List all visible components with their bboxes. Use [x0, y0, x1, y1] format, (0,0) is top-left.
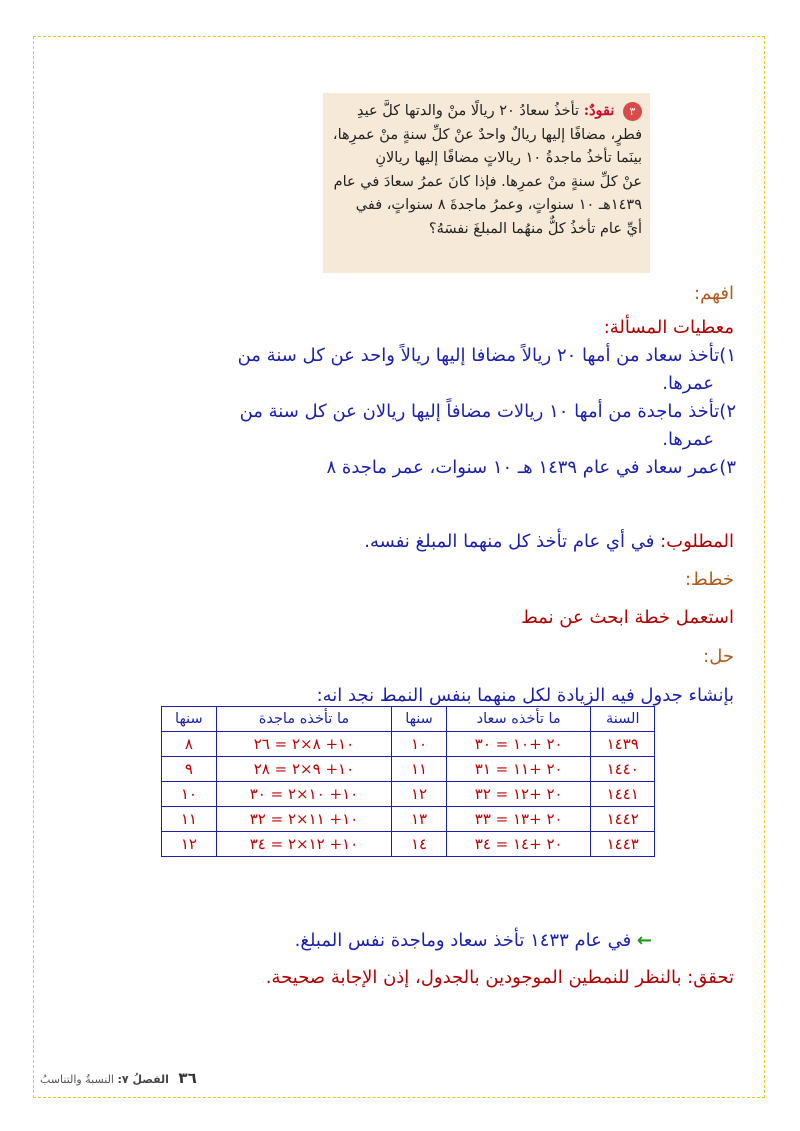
table-cell: ١٤٤١	[591, 782, 655, 807]
plan-text: استعمل خطة ابحث عن نمط	[521, 607, 734, 628]
problem-line-5: ١٤٣٩هـ ١٠ سنواتٍ، وعمرُ ماجدةَ ٨ سنواتٍ، ففي	[355, 197, 642, 213]
problem-line-3: بينَما تأخذُ ماجدةُ ١٠ ريالاتٍ مضافًا إليها ريالانِ	[375, 150, 642, 166]
table-cell: ١٤٤٠	[591, 757, 655, 782]
table-cell: ١٢	[162, 832, 217, 857]
table-cell: ١٢	[392, 782, 447, 807]
plan-heading: خطط:	[684, 569, 734, 590]
table-cell: ١٠+ ٩×٢ = ٢٨	[216, 757, 391, 782]
table-cell: ٩	[162, 757, 217, 782]
check-text: تحقق: بالنظر للنمطين الموجودين بالجدول، إذن الإجابة صحيحة.	[265, 967, 734, 988]
given-number: ١)	[719, 345, 736, 366]
problem-line-1	[329, 99, 642, 124]
table-row	[162, 807, 655, 832]
table-cell: ٨	[162, 732, 217, 757]
given-text: عمر سعاد في عام ١٤٣٩ هـ ١٠ سنوات، عمر ماجدة ٨	[326, 457, 720, 478]
table-header-row	[162, 707, 655, 732]
table-cell: ١٤٣٩	[591, 732, 655, 757]
given-text: تأخذ سعاد من أمها ٢٠ ريالاً مضافا إليها ريالاً واحد عن كل سنة من	[237, 345, 720, 366]
table-row	[162, 732, 655, 757]
table-row	[162, 757, 655, 782]
problem-line-2: فطرٍ، مضافًا إليها ريالٌ واحدٌ عنْ كلِّ سنةٍ منْ عمرِها،	[332, 126, 642, 143]
table-cell: ١٠+ ١٢×٢ = ٣٤	[216, 832, 391, 857]
problem-line-6: أيِّ عام تأخذُ كلٌّ منهُما المبلغَ نفسَهُ؟	[428, 220, 642, 237]
problem-text: تأخذُ سعادُ ٢٠ ريالًا منْ والدتها كلَّ عيدِ	[356, 103, 580, 119]
problem-number-badge: ٣	[623, 102, 642, 121]
given-text-cont: عمرها.	[662, 429, 714, 450]
table-cell: ١٠+ ١١×٢ = ٣٢	[216, 807, 391, 832]
chapter-title: النسبةُ والتناسبُ	[40, 1073, 114, 1086]
table-cell: ١١	[392, 757, 447, 782]
table-cell: ١٤٤٢	[591, 807, 655, 832]
table-cell: ١٠	[392, 732, 447, 757]
pattern-table	[161, 706, 655, 857]
table-cell: ٢٠ +١٣ = ٣٣	[446, 807, 591, 832]
conclusion-text: في عام ١٤٣٣ تأخذ سعاد وماجدة نفس المبلغ.	[294, 930, 632, 951]
header-suad-age: سنها	[392, 707, 447, 732]
given-item-1	[116, 342, 736, 398]
arrow-left-icon: ←	[636, 930, 652, 951]
header-suad-amount: ما تأخذه سعاد	[446, 707, 591, 732]
page-footer	[40, 1069, 197, 1087]
table-cell: ١١	[162, 807, 217, 832]
table-cell: ١٠	[162, 782, 217, 807]
table-cell: ٢٠ +١١ = ٣١	[446, 757, 591, 782]
table-row	[162, 782, 655, 807]
header-majida-age: سنها	[162, 707, 217, 732]
chapter-label: الفصلُ ٧:	[117, 1073, 169, 1086]
required-line	[364, 530, 734, 554]
given-text: تأخذ ماجدة من أمها ١٠ ريالات مضافاً إليها ريالان عن كل سنة من	[239, 401, 720, 422]
given-text-cont: عمرها.	[662, 373, 714, 394]
table-cell: ٢٠ +١٠ = ٣٠	[446, 732, 591, 757]
given-item-3	[116, 454, 736, 482]
conclusion-line	[295, 929, 652, 953]
required-label: المطلوب:	[660, 531, 734, 552]
table-cell: ١٠+ ٨×٢ = ٢٦	[216, 732, 391, 757]
problem-title: نقودٌ:	[583, 102, 615, 119]
header-majida-amount: ما تأخذه ماجدة	[216, 707, 391, 732]
givens-heading: معطيات المسألة:	[603, 317, 734, 338]
given-number: ٣)	[719, 457, 736, 478]
table-cell: ٢٠ +١٤ = ٣٤	[446, 832, 591, 857]
given-item-2	[116, 398, 736, 454]
page-number: ٣٦	[178, 1069, 197, 1087]
solve-text: بإنشاء جدول فيه الزيادة لكل منهما بنفس النمط نجد انه:	[316, 685, 734, 706]
table-cell: ١٠+ ١٠×٢ = ٣٠	[216, 782, 391, 807]
table-cell: ١٤٤٣	[591, 832, 655, 857]
given-number: ٢)	[719, 401, 736, 422]
solve-heading: حل:	[703, 646, 734, 667]
header-year: السنة	[591, 707, 655, 732]
table-row	[162, 832, 655, 857]
table-cell: ١٣	[392, 807, 447, 832]
required-text: في أي عام تأخذ كل منهما المبلغ نفسه.	[364, 531, 655, 552]
problem-box	[323, 93, 650, 273]
understand-heading: افهم:	[694, 283, 734, 304]
table-cell: ٢٠ +١٢ = ٣٢	[446, 782, 591, 807]
problem-line-4: عنْ كلِّ سنةٍ منْ عمرِها. فإذا كانَ عمرُ سعادَ في عام	[333, 173, 642, 190]
table-cell: ١٤	[392, 832, 447, 857]
